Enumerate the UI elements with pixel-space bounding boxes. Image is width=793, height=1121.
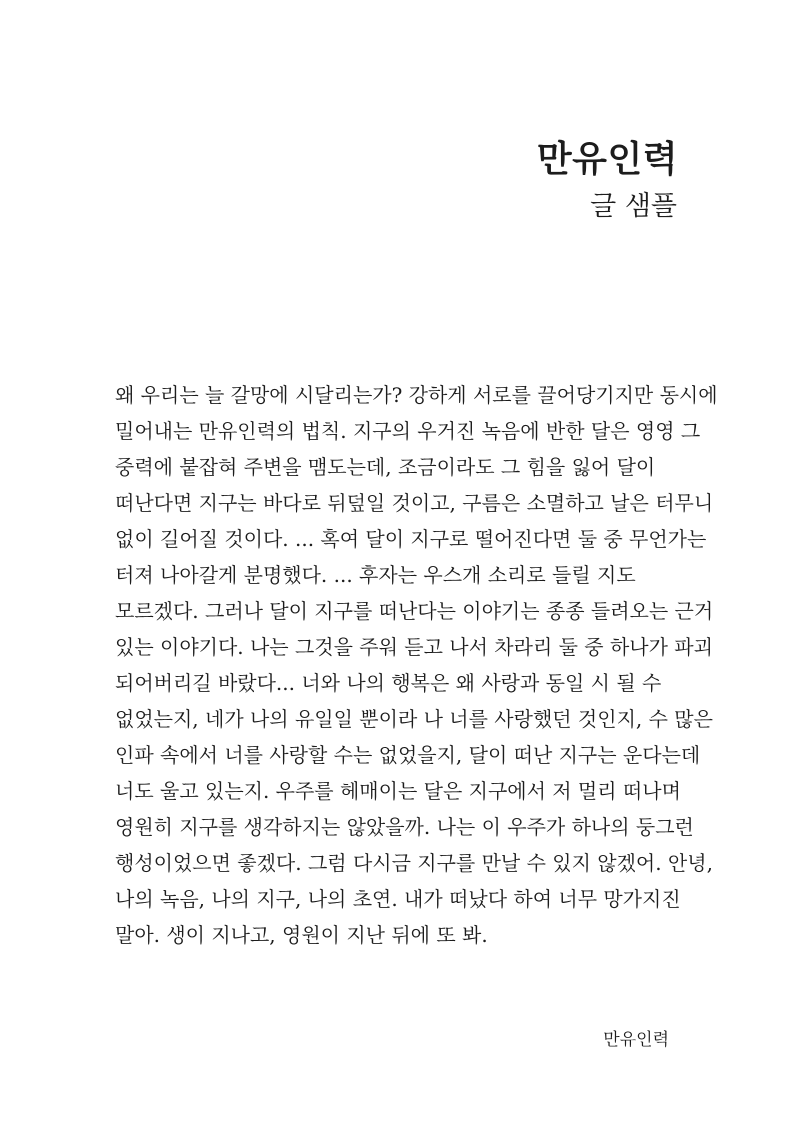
document-body-text [115,377,718,953]
body-line: 말아. 생이 지나고, 영원이 지난 뒤에 또 봐. [115,923,488,947]
body-line: 행성이었으면 좋겠다. 그럼 다시금 지구를 만날 수 있지 않겠어. 안녕, [115,851,713,875]
body-line: 밀어내는 만유인력의 법칙. 지구의 우거진 녹음에 반한 달은 영영 그 [115,419,701,443]
body-line: 떠난다면 지구는 바다로 뒤덮일 것이고, 구름은 소멸하고 날은 터무니 [115,491,714,515]
body-line: 중력에 붙잡혀 주변을 맴도는데, 조금이라도 그 힘을 잃어 달이 [115,455,656,479]
body-line: 나의 녹음, 나의 지구, 나의 초연. 내가 떠났다 하여 너무 망가지진 [115,887,681,911]
body-line: 영원히 지구를 생각하지는 않았을까. 나는 이 우주가 하나의 둥그런 [115,815,694,839]
body-line: 너도 울고 있는지. 우주를 헤매이는 달은 지구에서 저 멀리 떠나며 [115,779,681,803]
body-line: 있는 이야기다. 나는 그것을 주워 듣고 나서 차라리 둘 중 하나가 파괴 [115,635,713,659]
body-line: 인파 속에서 너를 사랑할 수는 없었을지, 달이 떠난 지구는 운다는데 [115,743,701,767]
body-line: 터져 나아갈게 분명했다. ... 후자는 우스개 소리로 들릴 지도 [115,563,636,587]
body-line: 되어버리길 바랐다... 너와 나의 행복은 왜 사랑과 동일 시 될 수 [115,671,662,695]
body-line: 왜 우리는 늘 갈망에 시달리는가? 강하게 서로를 끌어당기지만 동시에 [115,383,718,407]
body-line: 없이 길어질 것이다. ... 혹여 달이 지구로 떨어진다면 둘 중 무언가는 [115,527,707,551]
document-subtitle: 글 샘플 [590,191,677,222]
page-footer-title: 만유인력 [603,1030,669,1050]
body-line: 없었는지, 네가 나의 유일일 뿐이라 나 너를 사랑했던 것인지, 수 많은 [115,707,713,731]
body-line: 모르겠다. 그러나 달이 지구를 떠난다는 이야기는 종종 들려오는 근거 [115,599,714,623]
document-title: 만유인력 [536,138,678,180]
